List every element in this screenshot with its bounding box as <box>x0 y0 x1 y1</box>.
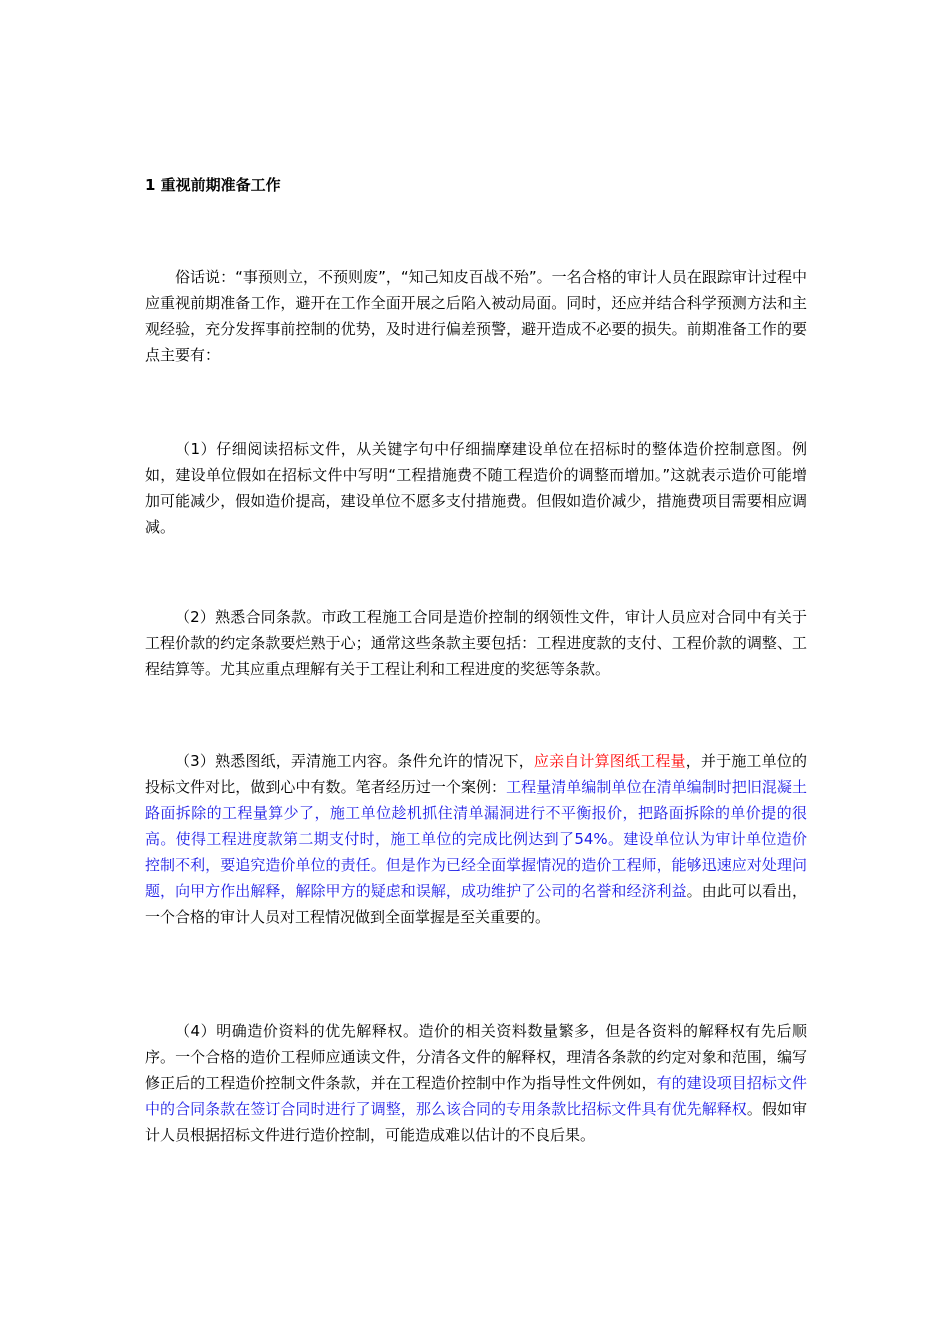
paragraph-intro <box>145 264 807 368</box>
paragraph-item-3 <box>145 748 807 930</box>
paragraph-item-4 <box>145 1018 807 1148</box>
paragraph-text: ，并于施工单位的投标文件对比，做到心中有数。笔者经历过一个案例： <box>145 752 807 796</box>
paragraph-text: （4）明确造价资料的优先解释权。造价的相关资料数量繁多，但是各资料的解释权有先后顺序。一个合格的造价工程师应通读文件，分清各文件的解释权，理清各条款的约定对象和范围，编写修正后的工程造价控制文件条款，并在工程造价控制中作为指导性文件例如， <box>145 1022 807 1092</box>
paragraph-text: 。假如审计人员根据招标文件进行造价控制，可能造成难以估计的不良后果。 <box>145 1100 807 1144</box>
paragraph-text: （2）熟悉合同条款。市政工程施工合同是造价控制的纲领性文件，审计人员应对合同中有关于工程价款的约定条款要烂熟于心；通常这些条款主要包括：工程进度款的支付、工程价款的调整、工程结算等。尤其应重点理解有关于工程让利和工程进度的奖惩等条款。 <box>145 608 807 678</box>
paragraph-item-2 <box>145 604 807 682</box>
paragraph-text: 。由此可以看出，一个合格的审计人员对工程情况做到全面掌握是至关重要的。 <box>145 882 807 926</box>
highlighted-text-red: 应亲自计算图纸工程量 <box>533 752 686 770</box>
highlighted-text-blue: 有的建设项目招标文件中的合同条款在签订合同时进行了调整，那么该合同的专用条款比招标文件具有优先解释权 <box>145 1074 807 1118</box>
highlighted-text-blue: 工程量清单编制单位在清单编制时把旧混凝土路面拆除的工程量算少了，施工单位趁机抓住清单漏洞进行不平衡报价，把路面拆除的单价提的很高。使得工程进度款第二期支付时，施工单位的完成比例达到了54%。建设单位认为审计单位造价控制不利，要追究造价单位的责任。但是作为已经全面掌握情况的造价工程师，能够迅速应对处理问题，向甲方作出解释，解除甲方的疑虑和误解，成功维护了公司的名誉和经济利益 <box>145 778 807 900</box>
paragraph-text: （3）熟悉图纸，弄清施工内容。条件允许的情况下， <box>175 752 534 770</box>
section-heading: 1 重视前期准备工作 <box>145 176 281 194</box>
paragraph-text: 俗话说：“事预则立，不预则废”，“知己知皮百战不殆”。一名合格的审计人员在跟踪审计过程中应重视前期准备工作，避开在工作全面开展之后陷入被动局面。同时，还应并结合科学预测方法和主观经验，充分发挥事前控制的优势，及时进行偏差预警，避开造成不必要的损失。前期准备工作的要点主要有： <box>145 268 807 364</box>
paragraph-item-1 <box>145 436 807 540</box>
paragraph-text: （1）仔细阅读招标文件，从关键字句中仔细揣摩建设单位在招标时的整体造价控制意图。例如，建设单位假如在招标文件中写明“工程措施费不随工程造价的调整而增加。”这就表示造价可能增加可能减少，假如造价提高，建设单位不愿多支付措施费。但假如造价减少，措施费项目需要相应调减。 <box>145 440 807 536</box>
